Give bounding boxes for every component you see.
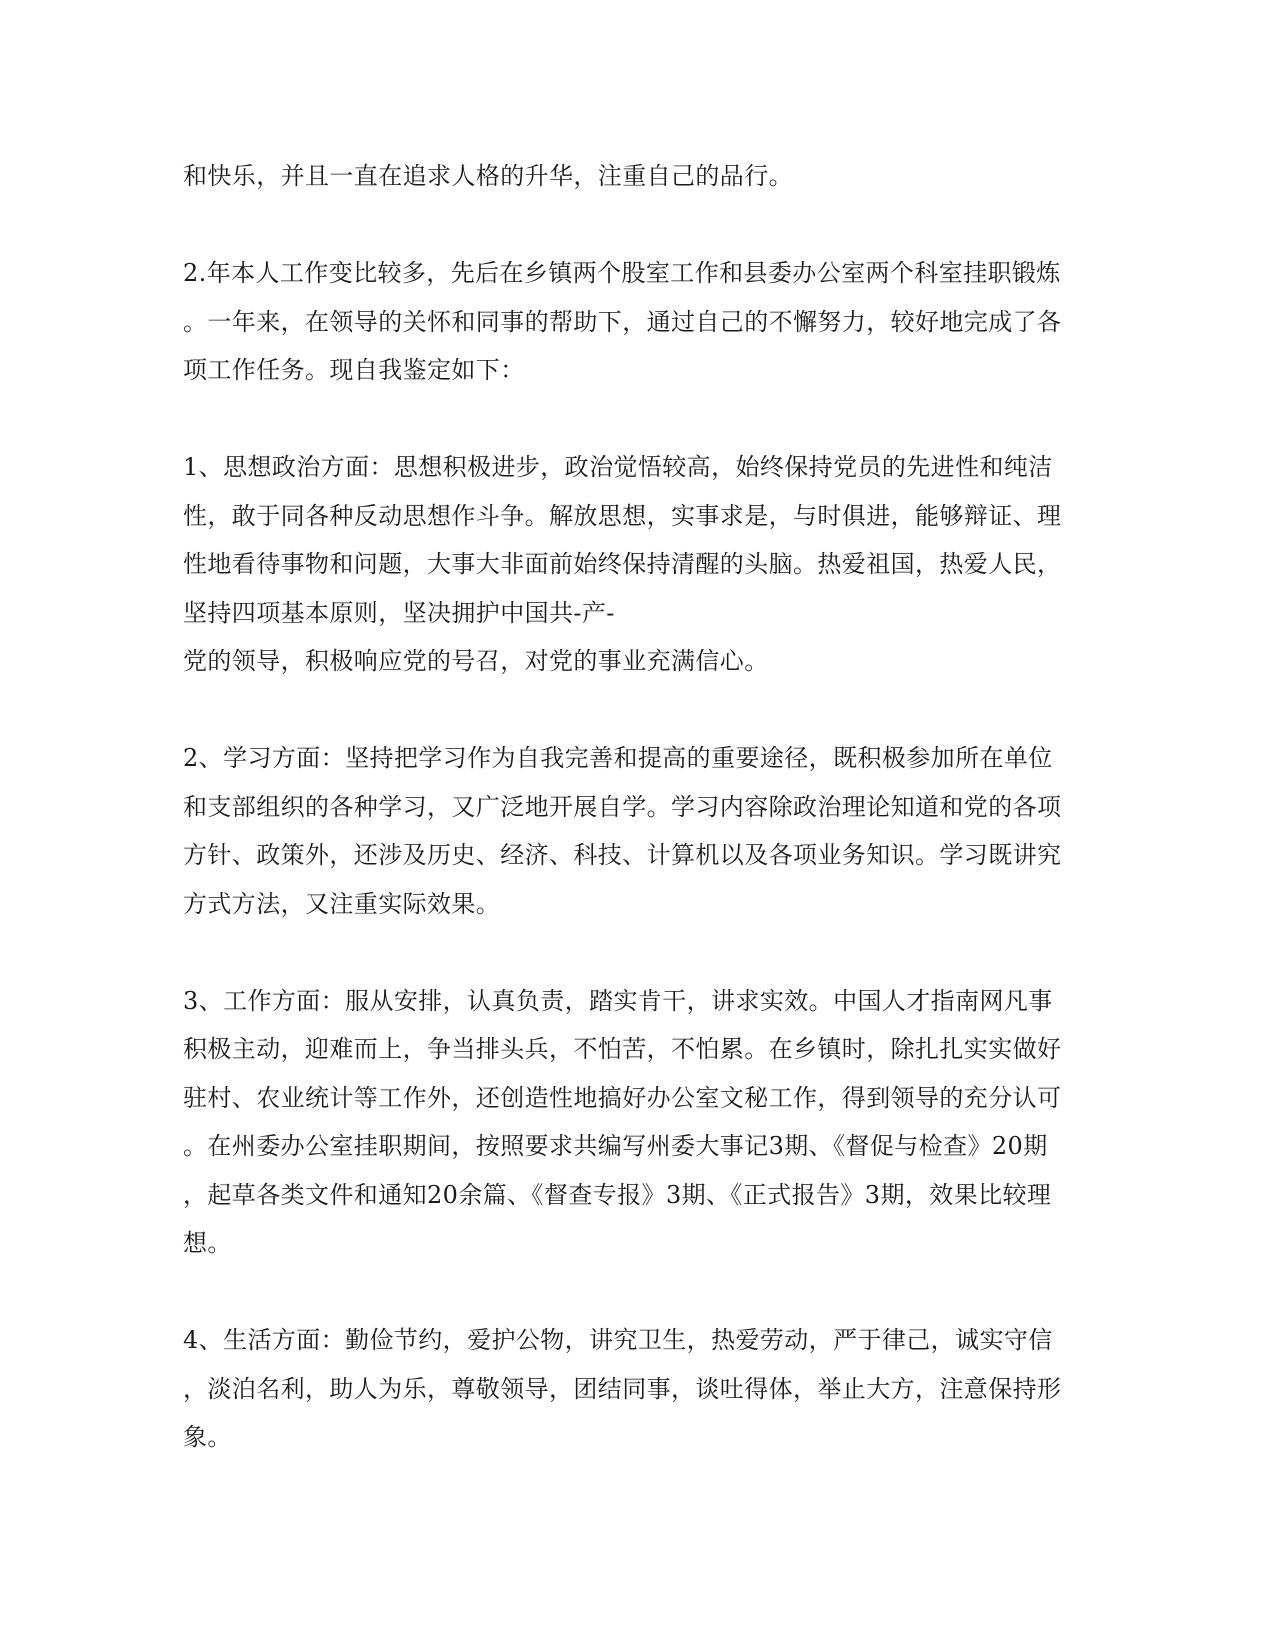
text-line: 。一年来，在领导的关怀和同事的帮助下，通过自己的不懈努力，较好地完成了各 bbox=[183, 307, 1062, 336]
text-line: 驻村、农业统计等工作外，还创造性地搞好办公室文秘工作，得到领导的充分认可 bbox=[183, 1083, 1062, 1112]
text-line: 项工作任务。现自我鉴定如下： bbox=[183, 356, 525, 384]
text-line: 2、学习方面：坚持把学习作为自我完善和提高的重要途径，既积极参加所在单位 bbox=[183, 744, 1053, 772]
text-line: 方式方法，又注重实际效果。 bbox=[183, 889, 501, 918]
text-line: 党的领导，积极响应党的号召，对党的事业充满信心。 bbox=[183, 647, 769, 675]
paragraph-intro-tail bbox=[183, 152, 1083, 201]
paragraph-overview bbox=[183, 249, 1083, 395]
paragraph-section-2-study bbox=[183, 734, 1083, 928]
document-body bbox=[183, 152, 1083, 1462]
paragraph-section-3-work bbox=[183, 977, 1083, 1268]
text-line: 象。 bbox=[183, 1423, 232, 1451]
text-line: 积极主动，迎难而上，争当排头兵，不怕苦，不怕累。在乡镇时，除扎扎实实做好 bbox=[183, 1035, 1062, 1063]
paragraph-section-1-ideology bbox=[183, 443, 1083, 686]
text-line: 2.年本人工作变比较多，先后在乡镇两个股室工作和县委办公室两个科室挂职锻炼 bbox=[183, 259, 1061, 287]
text-line: 4、生活方面：勤俭节约，爱护公物，讲究卫生，热爱劳动，严于律己，诚实守信 bbox=[183, 1326, 1053, 1354]
text-line: 。在州委办公室挂职期间，按照要求共编写州委大事记3期、《督促与检查》20期 bbox=[183, 1132, 1048, 1160]
text-line: 性地看待事物和问题，大事大非面前始终保持清醒的头脑。热爱祖国，热爱人民， bbox=[183, 550, 1062, 578]
text-line: 和支部组织的各种学习，又广泛地开展自学。学习内容除政治理论知道和党的各项 bbox=[183, 792, 1062, 821]
text-line: 想。 bbox=[183, 1229, 232, 1257]
text-line: 3、工作方面：服从安排，认真负责，踏实肯干，讲求实效。中国人才指南网凡事 bbox=[183, 986, 1053, 1015]
text-line: ，起草各类文件和通知20余篇、《督查专报》3期、《正式报告》3期，效果比较理 bbox=[183, 1180, 1052, 1209]
text-line: 性，敢于同各种反动思想作斗争。解放思想，实事求是，与时俱进，能够辩证、理 bbox=[183, 501, 1062, 530]
paragraph-section-4-life bbox=[183, 1316, 1083, 1462]
text-line: 和快乐，并且一直在追求人格的升华，注重自己的品行。 bbox=[183, 162, 793, 190]
text-line: 方针、政策外，还涉及历史、经济、科技、计算机以及各项业务知识。学习既讲究 bbox=[183, 841, 1062, 869]
text-line: 1、思想政治方面：思想积极进步，政治觉悟较高，始终保持党员的先进性和纯洁 bbox=[183, 453, 1053, 481]
text-line: 坚持四项基本原则，坚决拥护中国共-产- bbox=[183, 598, 615, 627]
text-line: ，淡泊名利，助人为乐，尊敬领导，团结同事，谈吐得体，举止大方，注意保持形 bbox=[183, 1374, 1062, 1403]
